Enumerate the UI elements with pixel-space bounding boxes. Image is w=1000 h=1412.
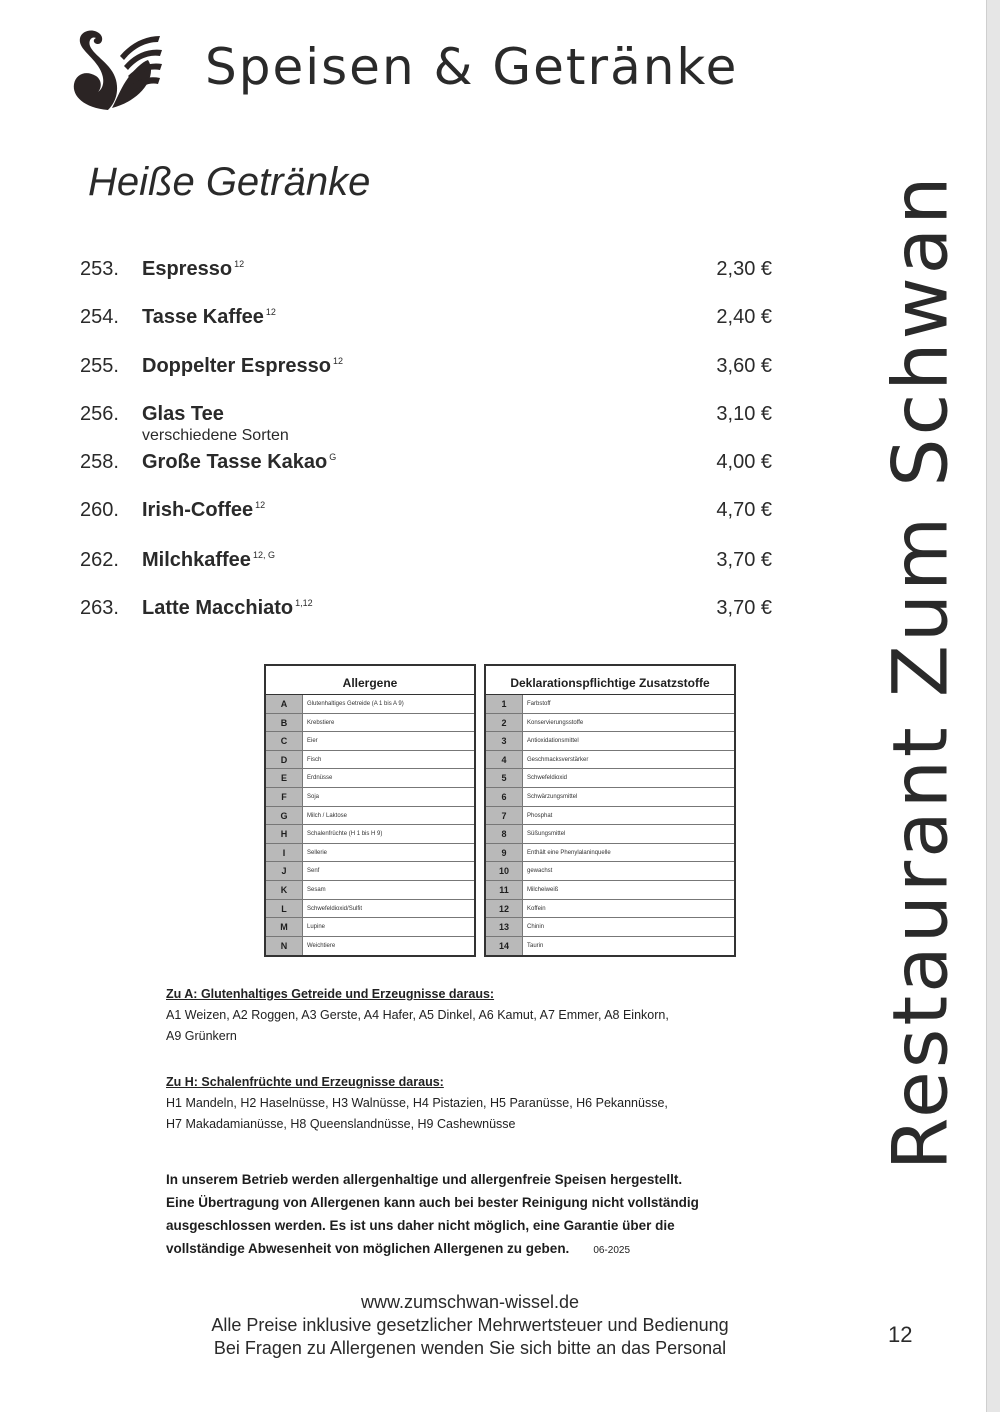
additive-row: [486, 900, 734, 919]
additive-row-label: Koffein: [527, 905, 546, 912]
item-name: Latte Macchiato $^{1,12}$: [142, 597, 313, 619]
item-number: 262.: [80, 549, 119, 571]
additive-row: [486, 732, 734, 751]
item-price: 3,60 €: [716, 355, 772, 377]
item-price: 3,70 €: [716, 549, 772, 571]
allergen-row: [266, 881, 474, 900]
additive-row-code: 13: [486, 918, 523, 936]
allergen-row-code: F: [266, 788, 303, 806]
allergen-row-code: G: [266, 807, 303, 825]
additive-row-code: 7: [486, 807, 523, 825]
item-price: 3,10 €: [716, 403, 772, 425]
additive-row-label: Taurin: [527, 942, 544, 949]
allergen-row: [266, 732, 474, 751]
allergen-row-label: Soja: [307, 793, 320, 800]
allergen-table: [264, 664, 476, 957]
gluten-note-heading: Zu A: Glutenhaltiges Getreide und Erzeugnisse daraus:: [166, 987, 495, 1001]
disclaimer-line: vollständige Abwesenheit von möglichen Allergenen zu geben. 06-2025: [166, 1241, 631, 1256]
additive-row-code: 11: [486, 881, 523, 899]
additive-row-code: 8: [486, 825, 523, 843]
allergen-row: [266, 900, 474, 919]
allergen-table-title: Allergene: [266, 666, 474, 695]
allergen-row-code: E: [266, 769, 303, 787]
menu-item: [80, 355, 780, 395]
additive-row: [486, 714, 734, 733]
additive-row-label: Milcheiweiß: [527, 886, 559, 893]
allergen-row-code: K: [266, 881, 303, 899]
item-price: 2,30 €: [716, 258, 772, 280]
additive-row-label: Chinin: [527, 924, 545, 931]
additive-row: [486, 918, 734, 937]
footer-price-note: Alle Preise inklusive gesetzlicher Mehrwertsteuer und Bedienung: [211, 1315, 729, 1335]
nuts-note: [166, 1072, 668, 1135]
item-marker: 12: [332, 356, 343, 366]
additive-row-code: 2: [486, 714, 523, 732]
allergen-row-label: Weichtiere: [307, 942, 336, 949]
additive-row-code: 1: [486, 695, 523, 713]
allergen-row-label: Krebstiere: [307, 719, 335, 726]
item-number: 253.: [80, 258, 119, 280]
item-marker: 12: [234, 259, 245, 269]
menu-item: [80, 306, 780, 346]
allergen-row-label: Eier: [307, 738, 318, 745]
allergen-row: [266, 862, 474, 881]
item-price: 2,40 €: [716, 306, 772, 328]
item-number: 254.: [80, 306, 119, 328]
allergen-row-label: Senf: [307, 868, 320, 875]
allergen-row: [266, 788, 474, 807]
additive-row: [486, 695, 734, 714]
allergen-row-code: A: [266, 695, 303, 713]
allergen-row-label: Sesam: [307, 886, 326, 893]
additive-row-label: Schwärzungsmittel: [527, 793, 578, 800]
menu-item: [80, 403, 780, 443]
allergen-row-code: M: [266, 918, 303, 936]
additive-row-code: 6: [486, 788, 523, 806]
additive-row-code: 10: [486, 862, 523, 880]
page-number: 12: [888, 1322, 913, 1347]
additive-row-label: Süßungsmittel: [527, 831, 566, 838]
additive-row: [486, 844, 734, 863]
additive-row-label: Enthält eine Phenylalaninquelle: [527, 849, 611, 856]
allergen-row-label: Schalenfrüchte (H 1 bis H 9): [307, 831, 383, 838]
item-marker: 12, G: [252, 550, 275, 560]
additive-row: [486, 788, 734, 807]
allergen-row-code: H: [266, 825, 303, 843]
menu-item: [80, 597, 780, 637]
additive-row: [486, 751, 734, 770]
allergen-row-label: Glutenhaltiges Getreide (A 1 bis A 9): [307, 701, 404, 707]
item-name: Glas Tee: [142, 403, 224, 425]
allergen-row-label: Lupine: [307, 924, 326, 931]
menu-item: [80, 549, 780, 589]
gluten-note-line: A1 Weizen, A2 Roggen, A3 Gerste, A4 Hafer, A5 Dinkel, A6 Kamut, A7 Emmer, A8 Einkorn,: [166, 1008, 669, 1022]
item-name: Irish-Coffee $^{12}$: [142, 499, 266, 521]
item-number: 263.: [80, 597, 119, 619]
item-number: 260.: [80, 499, 119, 521]
item-marker: 12: [265, 307, 276, 317]
additive-row-code: 3: [486, 732, 523, 750]
allergen-disclaimer: [166, 1168, 826, 1262]
additive-row: [486, 807, 734, 826]
additive-row-code: 14: [486, 937, 523, 956]
item-marker: 12: [255, 500, 266, 510]
swan-icon: [68, 26, 164, 114]
additive-row: [486, 937, 734, 956]
gluten-note: [166, 984, 669, 1047]
item-name: Große Tasse Kakao $^G$: [142, 451, 337, 473]
item-price: 4,70 €: [716, 499, 772, 521]
item-price: 4,00 €: [716, 451, 772, 473]
allergen-row-code: J: [266, 862, 303, 880]
menu-item: [80, 258, 780, 298]
nuts-note-line: H1 Mandeln, H2 Haselnüsse, H3 Walnüsse, H4 Pistazien, H5 Paranüsse, H6 Pekannüsse,: [166, 1096, 668, 1110]
additive-row-label: Antioxidationsmittel: [527, 738, 579, 745]
disclaimer-line: Eine Übertragung von Allergenen kann auch bei bester Reinigung nicht vollständig: [166, 1195, 699, 1210]
allergen-row: [266, 844, 474, 863]
website-url: www.zumschwan-wissel.de: [360, 1292, 580, 1312]
disclaimer-line: In unserem Betrieb werden allergenhaltige und allergenfreie Speisen hergestellt.: [166, 1172, 683, 1187]
gluten-note-line: A9 Grünkern: [166, 1029, 237, 1043]
allergen-row: [266, 695, 474, 714]
nuts-note-heading: Zu H: Schalenfrüchte und Erzeugnisse daraus:: [166, 1075, 444, 1089]
additive-row: [486, 881, 734, 900]
nuts-note-line: H7 Makadamianüsse, H8 Queenslandnüsse, H9 Cashewnüsse: [166, 1117, 516, 1131]
item-name: Espresso $^{12}$: [142, 258, 245, 280]
allergen-row-code: D: [266, 751, 303, 769]
allergen-row-code: C: [266, 732, 303, 750]
allergen-row-label: Sellerie: [307, 849, 328, 856]
allergen-row-code: I: [266, 844, 303, 862]
additive-table: [484, 664, 736, 957]
allergen-row: [266, 918, 474, 937]
allergen-row-label: Erdnüsse: [307, 775, 333, 782]
additive-row-code: 9: [486, 844, 523, 862]
item-number: 255.: [80, 355, 119, 377]
additive-row: [486, 825, 734, 844]
footer-allergen-note: Bei Fragen zu Allergenen wenden Sie sich bitte an das Personal: [213, 1338, 727, 1358]
additive-row-label: Farbstoff: [527, 701, 551, 707]
additive-row-label: gewachst: [527, 868, 553, 875]
disclaimer-line: ausgeschlossen werden. Es ist uns daher nicht möglich, eine Garantie über die: [166, 1218, 675, 1233]
item-name: Milchkaffee $^{12, G}$: [142, 549, 275, 571]
item-number: 258.: [80, 451, 119, 473]
item-name: Tasse Kaffee $^{12}$: [142, 306, 276, 328]
item-description: verschiedene Sorten: [142, 427, 289, 444]
additive-row-label: Geschmacksverstärker: [527, 756, 589, 763]
item-name: Doppelter Espresso $^{12}$: [142, 355, 343, 377]
additive-row-label: Konservierungsstoffe: [527, 719, 584, 726]
item-number: 256.: [80, 403, 119, 425]
allergen-row-label: Fisch: [307, 756, 322, 763]
additive-row-label: Phosphat: [527, 812, 553, 819]
allergen-row: [266, 825, 474, 844]
additive-row-code: 12: [486, 900, 523, 918]
menu-item: [80, 499, 780, 539]
allergen-row-label: Milch / Laktose: [307, 812, 348, 819]
allergen-row-code: L: [266, 900, 303, 918]
additive-row-code: 5: [486, 769, 523, 787]
additive-table-title: Deklarationspflichtige Zusatzstoffe: [486, 666, 734, 695]
allergen-row-label: Schwefeldioxid/Sulfit: [307, 905, 363, 912]
menu-item: [80, 451, 780, 491]
allergen-row: [266, 751, 474, 770]
additive-row-code: 4: [486, 751, 523, 769]
restaurant-name: Restaurant Zum Schwan: [875, 173, 965, 1171]
additive-row-label: Schwefeldioxid: [527, 775, 568, 782]
allergen-row: [266, 769, 474, 788]
page-title: Speisen & Getränke: [205, 38, 739, 96]
additive-row: [486, 769, 734, 788]
allergen-row: [266, 807, 474, 826]
allergen-row: [266, 714, 474, 733]
disclaimer-date: 06-2025: [593, 1245, 631, 1256]
item-marker: 1,12: [295, 598, 313, 608]
section-title: Heiße Getränke: [88, 160, 371, 204]
item-price: 3,70 €: [716, 597, 772, 619]
allergen-row-code: B: [266, 714, 303, 732]
allergen-row-code: N: [266, 937, 303, 956]
allergen-row: [266, 937, 474, 956]
additive-row: [486, 862, 734, 881]
item-marker: G: [329, 452, 337, 462]
